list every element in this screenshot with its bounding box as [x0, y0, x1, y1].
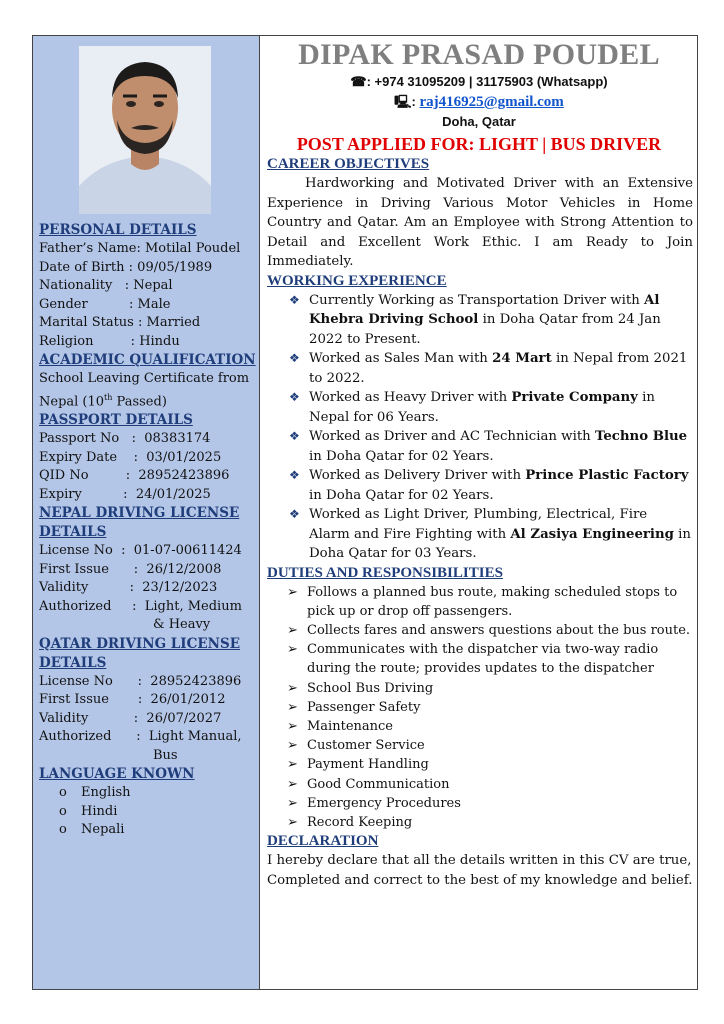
list-item	[287, 717, 691, 736]
qatar-license-heading: QATAR DRIVING LICENSE	[39, 635, 241, 652]
exp-post: in Doha Qatar for 03 Years.	[309, 526, 691, 561]
personal-row	[39, 259, 256, 278]
bullet-icon: o	[59, 803, 67, 819]
duty-text: Payment Handling	[307, 757, 429, 773]
list-item	[289, 291, 691, 350]
exp-pre: Worked as Delivery Driver with	[309, 468, 526, 483]
field-value: Motilal Poudel	[145, 241, 241, 256]
field-label: Gender	[39, 296, 88, 312]
list-item	[287, 794, 691, 813]
qatar-license-details	[39, 673, 256, 766]
list-item	[59, 784, 256, 803]
license-row	[39, 691, 256, 710]
exp-post: in Doha Qatar from 24 Jan 2022 to Present.	[309, 312, 661, 347]
exp-pre: Worked as Heavy Driver with	[309, 390, 512, 405]
list-item	[287, 813, 691, 832]
arrow-bullet-icon: ➢	[287, 776, 298, 792]
computer-icon: 🖳	[394, 94, 412, 109]
field-value: 09/05/1989	[137, 259, 213, 275]
personal-row	[39, 240, 256, 259]
duty-text: Good Communication	[307, 776, 450, 792]
list-item	[287, 640, 691, 678]
exp-post: in Doha Qatar for 02 Years.	[309, 487, 494, 503]
field-value: 28952423896	[138, 468, 230, 484]
duties-heading: DUTIES AND RESPONSIBILITIES	[267, 564, 503, 581]
experience-text	[309, 291, 691, 350]
experience-list	[261, 291, 697, 564]
field-sep: :	[93, 333, 140, 349]
experience-heading: WORKING EXPERIENCE	[267, 272, 447, 289]
passport-row	[39, 449, 256, 468]
language-name: English	[81, 785, 131, 801]
field-sep: :	[111, 729, 149, 745]
exp-pre: Worked as Sales Man with	[309, 351, 493, 366]
list-item	[289, 427, 691, 466]
candidate-name: DIPAK PRASAD POUDEL	[298, 38, 660, 71]
field-sep: :	[124, 259, 138, 275]
field-label: Authorized	[39, 598, 112, 614]
field-sep: :	[88, 580, 143, 596]
list-item	[289, 388, 691, 427]
license-row	[39, 673, 256, 692]
passport-heading: PASSPORT DETAILS	[39, 412, 193, 429]
languages-heading: LANGUAGE KNOWN	[39, 766, 195, 783]
exp-pre: Worked as Light Driver, Plumbing, Electrical, Fire Alarm and Fire Fighting with	[309, 507, 648, 542]
list-item	[59, 803, 256, 822]
list-item	[287, 755, 691, 774]
exp-post: in Doha Qatar for 02 Years.	[309, 448, 494, 464]
arrow-bullet-icon: ➢	[287, 680, 298, 696]
exp-employer: Techno Blue	[594, 429, 688, 444]
list-item	[287, 775, 691, 794]
arrow-bullet-icon: ➢	[287, 642, 298, 658]
exp-employer: Prince Plastic Factory	[525, 468, 689, 483]
academic-text	[39, 370, 256, 411]
passport-row	[39, 486, 256, 505]
license-cont: & Heavy	[153, 617, 211, 633]
personal-row	[39, 296, 256, 315]
academic-sup: th	[104, 392, 113, 402]
duty-text: Collects fares and answers questions about the bus route.	[307, 622, 691, 638]
phone-numbers: : +974 31095209 | 31175903 (Whatsapp)	[366, 74, 608, 89]
academic-line-2	[39, 389, 256, 412]
arrow-bullet-icon: ➢	[287, 795, 298, 811]
license-row	[39, 561, 256, 580]
experience-text	[309, 349, 691, 388]
diamond-bullet-icon: ❖	[289, 468, 300, 482]
qatar-license-heading-2: DETAILS	[39, 654, 107, 671]
exp-employer: 24 Mart	[492, 351, 552, 366]
field-label: Father’s Name	[39, 241, 137, 256]
location: Doha, Qatar	[442, 114, 516, 129]
field-label: License No	[39, 543, 113, 559]
field-label: Validity	[39, 710, 89, 726]
field-sep: :	[112, 543, 134, 559]
nepal-license-details	[39, 542, 256, 635]
arrow-bullet-icon: ➢	[287, 757, 298, 773]
personal-row	[39, 333, 256, 352]
declaration-text: I hereby declare that all the details written in this CV are true, Completed and correct to the best of my knowledge and belief.	[267, 853, 693, 888]
language-list	[39, 784, 256, 840]
field-sep: :	[108, 692, 151, 708]
career-heading: CAREER OBJECTIVES	[267, 156, 430, 172]
license-row	[39, 579, 256, 598]
exp-post: in Nepal from 2021 to 2022.	[309, 351, 688, 386]
experience-text	[309, 466, 691, 505]
field-label: Expiry	[39, 486, 82, 502]
field-sep: :	[136, 241, 145, 256]
field-sep: :	[111, 598, 145, 614]
profile-photo	[79, 46, 211, 214]
license-row	[39, 728, 256, 747]
field-value: Married	[146, 315, 201, 330]
personal-row	[39, 277, 256, 296]
bullet-icon: o	[59, 785, 67, 801]
field-value: Male	[137, 296, 171, 312]
passport-details	[39, 430, 256, 504]
field-value: 08383174	[144, 431, 211, 447]
exp-pre: Currently Working as Transportation Driver with	[309, 292, 645, 308]
field-value: 26/01/2012	[150, 692, 226, 708]
field-label: First Issue	[39, 692, 109, 708]
field-value: 03/01/2025	[146, 449, 222, 465]
nepal-license-heading-2: DETAILS	[39, 524, 107, 541]
exp-post: in Nepal for 06 Years.	[309, 390, 655, 425]
field-label: Validity	[39, 580, 89, 596]
duty-text: Communicates with the dispatcher via two-way radio during the route; provides updates to the dispatcher	[307, 642, 659, 677]
duties-list	[261, 583, 697, 833]
license-row	[39, 542, 256, 561]
field-value: 24/01/2025	[135, 486, 211, 502]
field-sep: :	[108, 561, 147, 577]
exp-employer: Al Khebra Driving School	[309, 292, 660, 327]
field-sep: :	[117, 449, 147, 465]
license-cont: Bus	[153, 747, 178, 763]
field-value: 26/07/2027	[146, 710, 222, 726]
passport-row	[39, 430, 256, 449]
personal-details	[39, 240, 256, 351]
bullet-icon: o	[59, 822, 67, 838]
diamond-bullet-icon: ❖	[289, 507, 300, 521]
career-text: Hardworking and Motivated Driver with an Extensive Experience in Driving Various Motor Vehicles in Home Country and Qatar. Am an Employee with Strong Attention to Detail and Excellent Work Ethic. I am Ready to Join Immediately.	[267, 176, 693, 269]
field-value: 28952423896	[150, 673, 242, 689]
field-label: Expiry Date	[39, 449, 118, 465]
nepal-license-heading: NEPAL DRIVING LICENSE	[39, 505, 240, 522]
academic-heading: ACADEMIC QUALIFICATION	[39, 352, 256, 368]
field-sep: :	[112, 278, 134, 293]
diamond-bullet-icon: ❖	[289, 292, 300, 307]
experience-text	[309, 427, 691, 466]
field-sep: :	[112, 673, 151, 689]
phone-line	[261, 72, 697, 92]
list-item	[287, 679, 691, 698]
main-content	[261, 36, 697, 989]
field-sep: :	[133, 315, 147, 330]
field-value: Light Manual,	[148, 729, 242, 745]
personal-details-heading: PERSONAL DETAILS	[39, 222, 197, 238]
field-label: First Issue	[39, 561, 109, 577]
license-row	[39, 710, 256, 729]
field-label: Religion	[39, 333, 94, 349]
field-sep: :	[88, 468, 139, 484]
field-value: 26/12/2008	[146, 561, 222, 577]
duty-text: School Bus Driving	[307, 680, 434, 696]
email-line: 🖳: raj416925@gmail.com	[394, 94, 564, 110]
field-value: 01-07-00611424	[133, 543, 242, 559]
field-value: Light, Medium	[144, 598, 242, 614]
exp-pre: Worked as Driver and AC Technician with	[309, 429, 595, 444]
experience-text	[309, 388, 691, 427]
diamond-bullet-icon: ❖	[289, 429, 300, 443]
duty-text: Passenger Safety	[307, 699, 421, 715]
arrow-bullet-icon: ➢	[287, 718, 298, 734]
phone-icon: ☎	[350, 74, 367, 89]
field-sep: :	[88, 710, 147, 726]
duty-text: Maintenance	[307, 718, 393, 734]
field-label: Marital Status	[39, 315, 134, 330]
duty-text: Emergency Procedures	[307, 795, 461, 811]
language-name: Nepali	[81, 822, 125, 838]
diamond-bullet-icon: ❖	[289, 390, 300, 404]
email-link[interactable]: raj416925@gmail.com	[419, 94, 564, 110]
duty-text: Record Keeping	[307, 814, 413, 830]
exp-employer: Private Company	[511, 390, 638, 405]
list-item	[289, 466, 691, 505]
field-value: Hindu	[139, 333, 180, 349]
list-item	[59, 821, 256, 840]
field-label: Authorized	[39, 729, 112, 745]
duty-text: Customer Service	[307, 738, 425, 754]
field-sep: :	[87, 296, 138, 312]
arrow-bullet-icon: ➢	[287, 584, 298, 600]
arrow-bullet-icon: ➢	[287, 622, 298, 638]
exp-employer: Al Zasiya Engineering	[510, 526, 674, 542]
arrow-bullet-icon: ➢	[287, 738, 298, 754]
field-label: License No	[39, 673, 113, 689]
list-item	[289, 349, 691, 388]
list-item	[287, 583, 691, 621]
field-label: Nationality	[39, 278, 113, 293]
passport-row	[39, 467, 256, 486]
field-label: Date of Birth	[39, 259, 125, 275]
field-label: Passport No	[39, 431, 120, 447]
experience-text	[309, 505, 691, 564]
academic-line-1: School Leaving Certificate from	[39, 371, 250, 386]
post-applied: POST APPLIED FOR: LIGHT | BUS DRIVER	[296, 134, 662, 154]
declaration-heading: DECLARATION	[267, 833, 379, 850]
field-sep: :	[81, 486, 136, 502]
sidebar	[33, 36, 260, 989]
list-item	[287, 736, 691, 755]
field-sep: :	[119, 431, 145, 447]
field-value: 23/12/2023	[142, 580, 218, 596]
list-item	[289, 505, 691, 564]
academic-prefix: Nepal (10	[39, 393, 105, 409]
field-label: QID No	[39, 468, 89, 484]
license-row	[39, 598, 256, 617]
arrow-bullet-icon: ➢	[287, 699, 298, 715]
personal-row	[39, 314, 256, 333]
field-value: Nepal	[133, 278, 173, 293]
list-item	[287, 621, 691, 640]
list-item	[287, 698, 691, 717]
language-name: Hindi	[81, 803, 118, 819]
academic-suffix: Passed)	[112, 393, 167, 409]
duty-text: Follows a planned bus route, making scheduled stops to pick up or drop off passengers.	[307, 584, 678, 619]
diamond-bullet-icon: ❖	[289, 351, 300, 365]
arrow-bullet-icon: ➢	[287, 814, 298, 830]
